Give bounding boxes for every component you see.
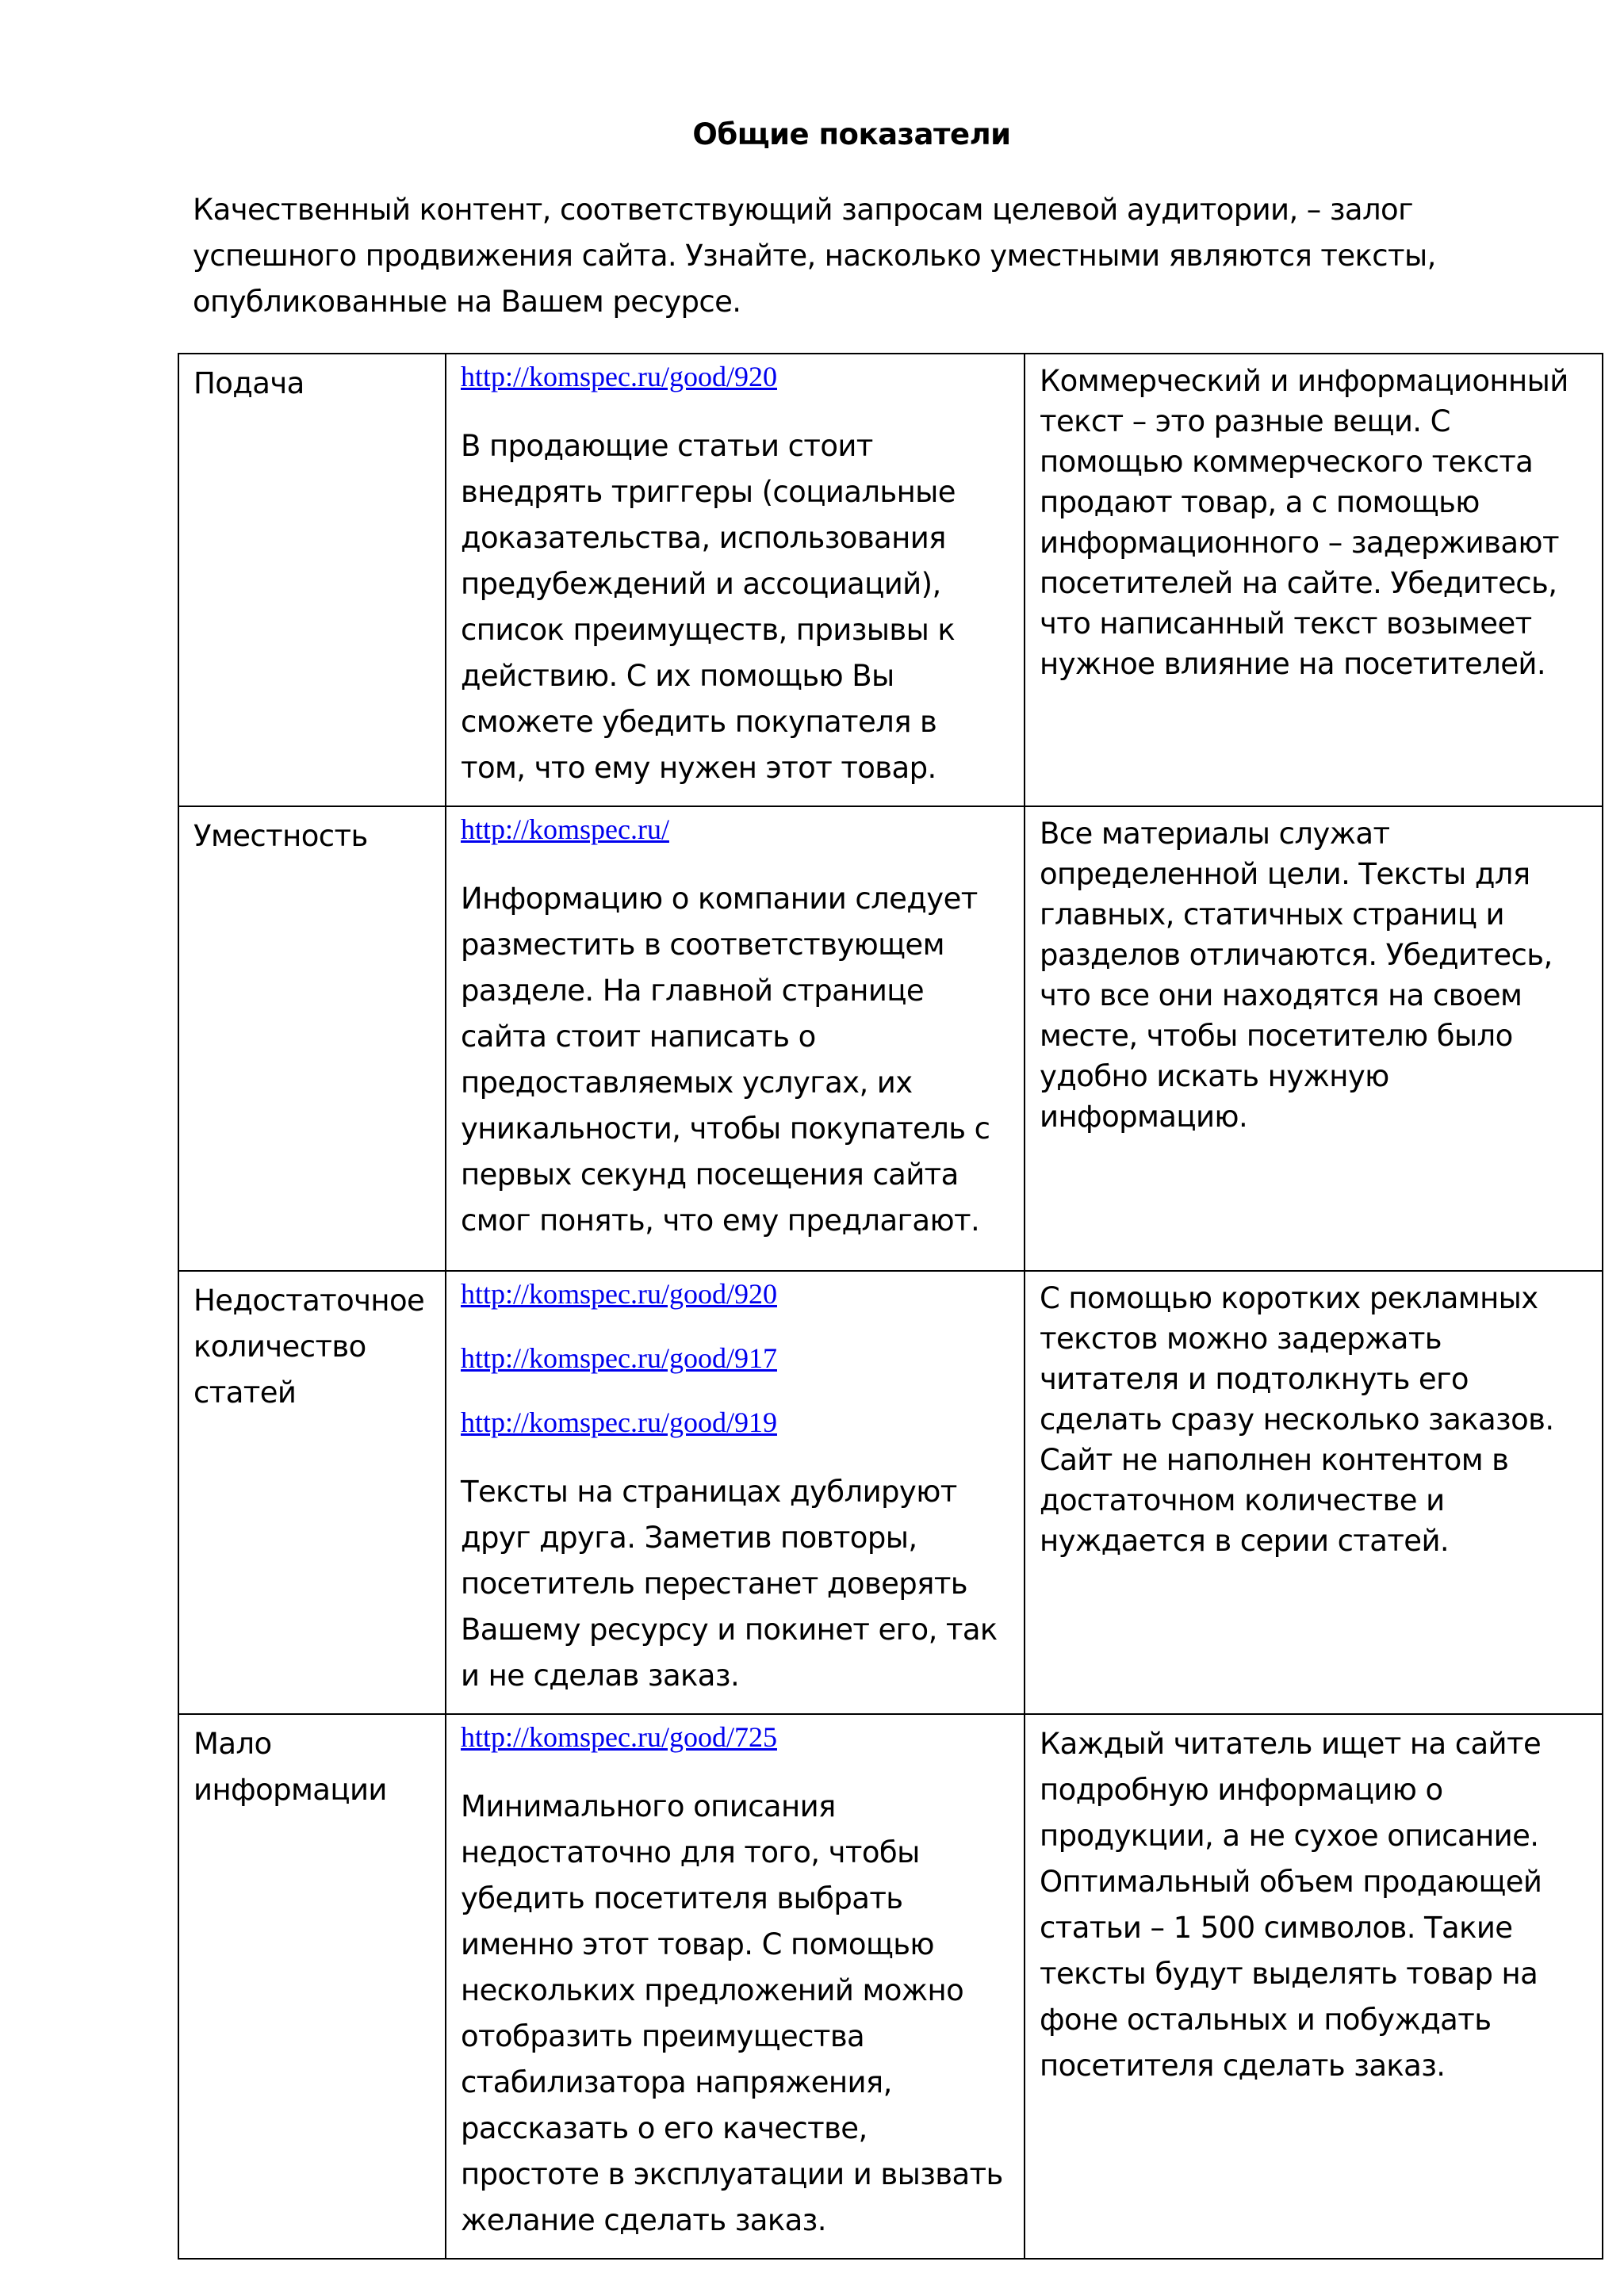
page-link[interactable]: http://komspec.ru/good/725	[461, 1721, 777, 1753]
intro-paragraph: Качественный контент, соответствующий запросам целевой аудитории, – залог успешного продвижения сайта. Узнайте, насколько уместными являются тексты, опубликованные на Вашем ресурсе.	[193, 193, 1436, 319]
row-note-cell	[1025, 806, 1603, 1271]
table-row	[178, 806, 1603, 1271]
row-note: С помощью коротких рекламных текстов можно задержать читателя и подтолкнуть его сделать сразу несколько заказов. Сайт не наполнен контентом в достаточном количестве и нуждается в серии статей.	[1040, 1281, 1554, 1558]
table-row	[178, 354, 1603, 806]
page-title: Общие показатели	[692, 117, 1011, 151]
row-note: Каждый читатель ищет на сайте подробную информацию о продукции, а не сухое описание. Оптимальный объем продающей статьи – 1 500 символов. Такие тексты будут выделять товар на фоне остальных и побуждать посетителя сделать заказ.	[1040, 1727, 1542, 2083]
row-note-cell	[1025, 354, 1603, 806]
row-note: Все материалы служат определенной цели. Тексты для главных, статичных страниц и разделов отличаются. Убедитесь, что все они находятся на своем месте, чтобы посетителю было удобно искать нужную информацию.	[1040, 817, 1553, 1134]
page-link[interactable]: http://komspec.ru/good/920	[461, 1278, 777, 1310]
row-description: В продающие статьи стоит внедрять триггеры (социальные доказательства, использования предубеждений и ассоциаций), список преимуществ, призывы к действию. С их помощью Вы сможете убедить покупателя в том, что ему нужен этот товар.	[461, 429, 956, 785]
row-note-cell	[1025, 1271, 1603, 1714]
page-link[interactable]: http://komspec.ru/good/920	[461, 361, 777, 392]
row-description: Информацию о компании следует разместить в соответствующем разделе. На главной странице сайта стоит написать о предоставляемых услугах, их уникальности, чтобы покупатель с первых секунд посещения сайта смог понять, что ему предлагают.	[461, 882, 990, 1238]
row-label-cell	[178, 806, 446, 1271]
table-row	[178, 1714, 1603, 2259]
row-description: Минимального описания недостаточно для того, чтобы убедить посетителя выбрать именно этот товар. С помощью нескольких предложений можно отобразить преимущества стабилизатора напряжения, рассказать о его качестве, простоте в эксплуатации и вызвать желание сделать заказ.	[461, 1789, 1003, 2237]
indicators-table	[178, 353, 1603, 2260]
row-label-cell	[178, 1271, 446, 1714]
row-content-cell	[446, 354, 1025, 806]
page-link[interactable]: http://komspec.ru/good/917	[461, 1342, 777, 1374]
row-label: Недостаточное количество статей	[193, 1284, 425, 1410]
row-label: Уместность	[193, 819, 368, 853]
page-link[interactable]: http://komspec.ru/	[461, 813, 669, 845]
row-description: Тексты на страницах дублируют друг друга. Заметив повторы, посетитель перестанет доверять Вашему ресурсу и покинет его, так и не сделав заказ.	[461, 1475, 998, 1693]
page-link[interactable]: http://komspec.ru/good/919	[461, 1406, 777, 1438]
row-label: Подача	[193, 366, 304, 400]
row-content-cell	[446, 1714, 1025, 2259]
row-content-cell	[446, 806, 1025, 1271]
row-label: Мало информации	[193, 1727, 387, 1807]
row-note: Коммерческий и информационный текст – это разные вещи. С помощью коммерческого текста продают товар, а с помощью информационного – задерживают посетителей на сайте. Убедитесь, что написанный текст возымеет нужное влияние на посетителей.	[1040, 364, 1568, 681]
row-label-cell	[178, 354, 446, 806]
row-content-cell	[446, 1271, 1025, 1714]
row-label-cell	[178, 1714, 446, 2259]
row-note-cell	[1025, 1714, 1603, 2259]
table-row	[178, 1271, 1603, 1714]
